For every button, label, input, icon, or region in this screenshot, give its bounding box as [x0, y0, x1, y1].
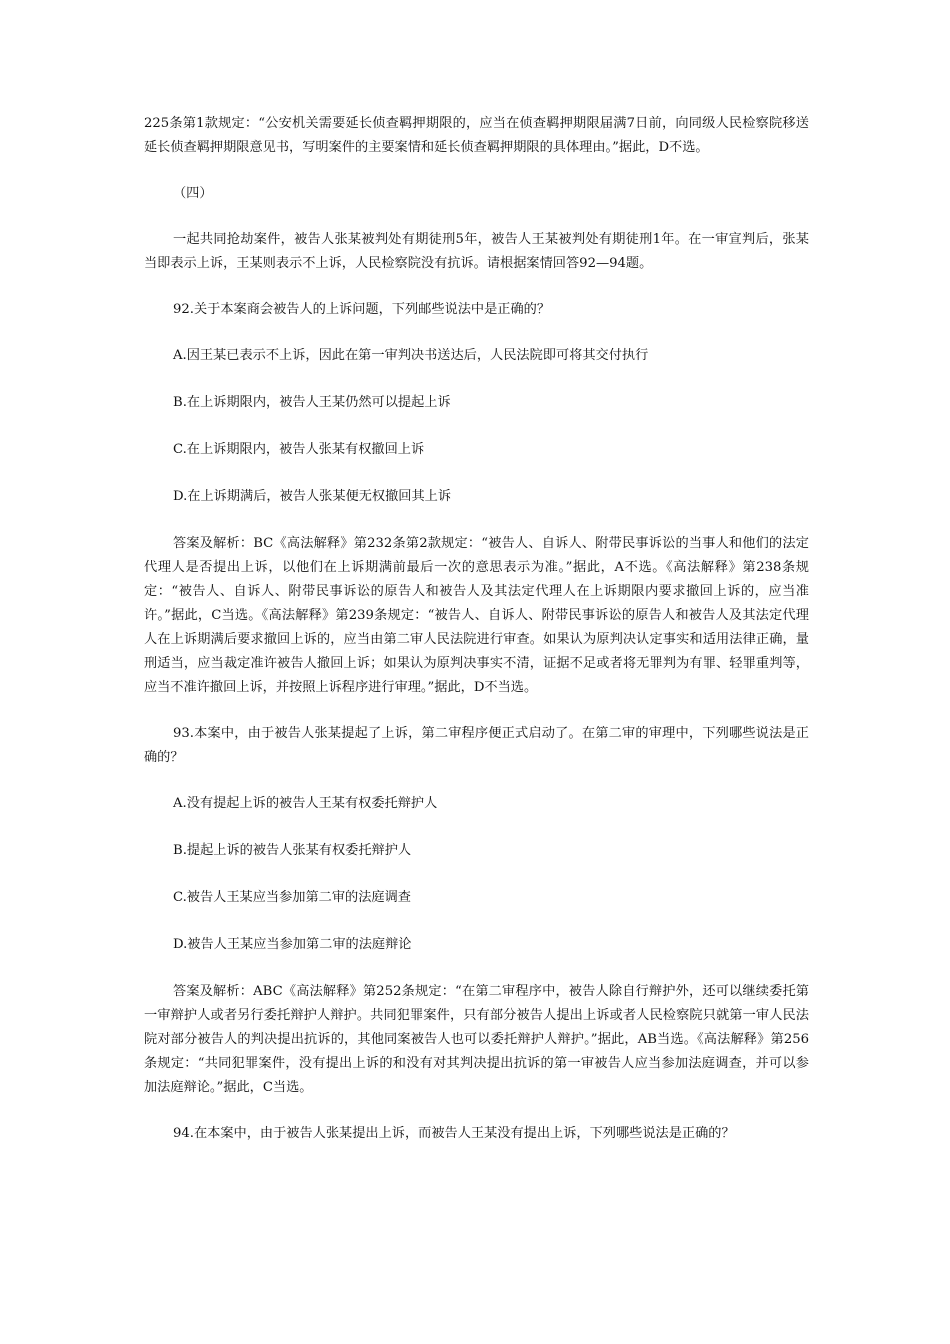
document-page	[144, 112, 809, 1168]
q92-option-c: C.在上诉期限内，被告人张某有权撤回上诉	[173, 442, 425, 457]
q93-option-b: B.提起上诉的被告人张某有权委托辩护人	[173, 843, 412, 858]
section-label: （四）	[173, 186, 213, 201]
case-intro: 一起共同抢劫案件，被告人张某被判处有期徒刑5年，被告人王某被判处有期徒刑1年。在一审宣判后，张某当即表示上诉，王某则表示不上诉，人民检察院没有抗诉。请根据案情回答92—94题。	[144, 232, 809, 271]
question-94: 94.在本案中，由于被告人张某提出上诉，而被告人王某没有提出上诉，下列哪些说法是正确的？	[173, 1126, 735, 1141]
q92-option-b: B.在上诉期限内，被告人王某仍然可以提起上诉	[173, 395, 451, 410]
q93-answer: 答案及解析：ABC《高法解释》第252条规定：“在第二审程序中，被告人除自行辩护外，还可以继续委托第一审辩护人或者另行委托辩护人辩护。共同犯罪案件，只有部分被告人提出上诉或者人民检察院只就第一审人民法院对部分被告人的判决提出抗诉的，其他同案被告人也可以委托辩护人辩护。”据此，AB当选。《高法解释》第256条规定：“共同犯罪案件，没有提出上诉的和没有对其判决提出抗诉的第一审被告人应当参加法庭调查，并可以参加法庭辩论。”据此，C当选。	[144, 984, 809, 1095]
q93-option-d: D.被告人王某应当参加第二审的法庭辩论	[173, 937, 412, 952]
question-92: 92.关于本案商会被告人的上诉问题，下列邮些说法中是正确的？	[173, 302, 551, 317]
question-93: 93.本案中，由于被告人张某提起了上诉，第二审程序便正式启动了。在第二审的审理中，下列哪些说法是正确的？	[144, 726, 809, 765]
carryover-paragraph: 225条第1款规定：“公安机关需要延长侦查羁押期限的，应当在侦查羁押期限届满7日前，向同级人民检察院移送延长侦查羁押期限意见书，写明案件的主要案情和延长侦查羁押期限的具体理由。”据此，D不选。	[144, 116, 809, 155]
q93-option-a: A.没有提起上诉的被告人王某有权委托辩护人	[173, 796, 438, 811]
q92-answer: 答案及解析：BC《高法解释》第232条第2款规定：“被告人、自诉人、附带民事诉讼的当事人和他们的法定代理人是否提出上诉，以他们在上诉期满前最后一次的意思表示为准。”据此，A不选。《高法解释》第238条规定：“被告人、自诉人、附带民事诉讼的原告人和被告人及其法定代理人在上诉期限内要求撤回上诉的，应当准许。”据此，C当选。《高法解释》第239条规定：“被告人、自诉人、附带民事诉讼的原告人和被告人及其法定代理人在上诉期满后要求撤回上诉的，应当由第二审人民法院进行审查。如果认为原判决认定事实和适用法律正确，量刑适当，应当裁定准许被告人撤回上诉；如果认为原判决事实不清，证据不足或者将无罪判为有罪、轻罪重判等，应当不准许撤回上诉，并按照上诉程序进行审理。”据此，D不当选。	[144, 536, 809, 695]
q93-option-c: C.被告人王某应当参加第二审的法庭调查	[173, 890, 411, 905]
q92-option-a: A.因王某已表示不上诉，因此在第一审判决书送达后，人民法院即可将其交付执行	[173, 348, 649, 363]
q92-option-d: D.在上诉期满后，被告人张某便无权撤回其上诉	[173, 489, 452, 504]
